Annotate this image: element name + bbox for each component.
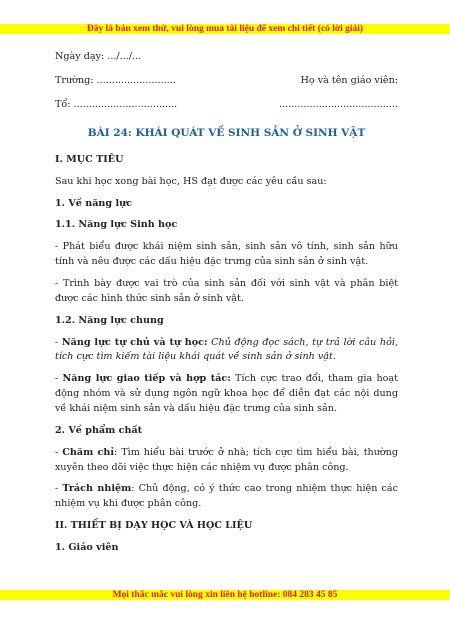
lesson-title: BÀI 24: KHÁI QUÁT VỀ SINH SẢN Ở SINH VẬT [87, 126, 366, 139]
responsibility-text: : Chủ động, có ý thức cao trong nhiệm thực hiện các nhiệm vụ khi được phân công. [55, 483, 399, 510]
communication-item: - Năng lực giao tiếp và hợp tác: Tích cực trao đổi, tham gia hoạt động nhóm và sử dụng ngôn ngữ khoa học để diễn đạt các nội dung về khái niệm sinh sản và dấu hiệu đặc trưng của sinh sản. [55, 373, 398, 415]
diligence-text: : Tìm hiểu bài trước ở nhà; tích cực tìm hiểu bài, thường xuyên theo dõi việc thực hiện các nhiệm vụ được phân công. [55, 446, 399, 473]
diligence-item: - Chăm chỉ: Tìm hiểu bài trước ở nhà; tích cực tìm hiểu bài, thường xuyên theo dõi việc thực hiện các nhiệm vụ được phân công. [55, 446, 399, 473]
diligence-label: Chăm chỉ [62, 446, 114, 458]
biology-item-1: - Phát biểu được khái niệm sinh sản, sinh sản vô tính, sinh sản hữu tính và nêu được các dấu hiệu đặc trưng của sinh sản ở sinh vật. [55, 241, 398, 268]
responsibility-item: - Trách nhiệm: Chủ động, có ý thức cao trong nhiệm thực hiện các nhiệm vụ khi được phân công. [55, 483, 399, 510]
biology-item-2: - Trình bày được vai trò của sinh sản đối với sinh vật và phân biệt được các hình thức sinh sản ở sinh vật. [55, 278, 398, 304]
school-field: Trường: .......................... [55, 74, 176, 86]
responsibility-label: Trách nhiệm [62, 483, 132, 495]
heading-general-competence: 1.2. Năng lực chung [55, 314, 164, 326]
teaching-date: Ngày dạy: .../.../... [55, 51, 142, 62]
hotline-text: Mọi thắc mắc vui lòng xin liên hệ hotline: 084 283 45 85 [112, 590, 338, 600]
heading-qualities: 2. Về phẩm chất [55, 424, 143, 436]
section-equipment: II. THIẾT BỊ DẠY HỌC VÀ HỌC LIỆU [55, 520, 253, 532]
group-field: Tổ: .................................. [55, 98, 178, 110]
preview-notice-text: Đây là bản xem thử, vui lòng mua tài liệu để xem chi tiết (có lời giải) [86, 24, 364, 34]
preview-notice-banner [0, 24, 450, 34]
objectives-intro: Sau khi học xong bài học, HS đạt được các yêu cầu sau: [55, 175, 327, 187]
self-study-label: Năng lực tự chủ và tự học: [61, 336, 208, 348]
heading-biology-competence: 1.1. Năng lực Sinh học [55, 219, 178, 231]
section-objectives: I. MỤC TIÊU [55, 153, 124, 165]
communication-text: Tích cực trao đổi, tham gia hoạt động nhóm và sử dụng ngôn ngữ khoa học để diễn đạt các nội dung về khái niệm sinh sản và dấu hiệu đặc trưng của sinh sản. [55, 373, 398, 415]
group-row [55, 98, 398, 113]
communication-label: Năng lực giao tiếp và hợp tác: [62, 373, 231, 385]
self-study-item: - Năng lực tự chủ và tự học: Chủ động đọc sách, tự trả lời câu hỏi, tích cực tìm kiếm tài liệu khái quát về sinh sản ở sinh vật. [55, 336, 398, 363]
teacher-name-field: Họ và tên giáo viên: [300, 74, 398, 86]
school-row [55, 74, 398, 89]
hotline-banner [0, 590, 450, 600]
document-page [55, 50, 398, 563]
teacher-name-blank: ....................................... [279, 98, 398, 110]
self-study-text: Chủ động đọc sách, tự trả lời câu hỏi, tích cực tìm kiếm tài liệu khái quát về sinh sản ở sinh vật. [55, 336, 398, 363]
heading-competence: 1. Về năng lực [55, 197, 132, 209]
heading-teacher: 1. Giáo viên [55, 542, 119, 554]
